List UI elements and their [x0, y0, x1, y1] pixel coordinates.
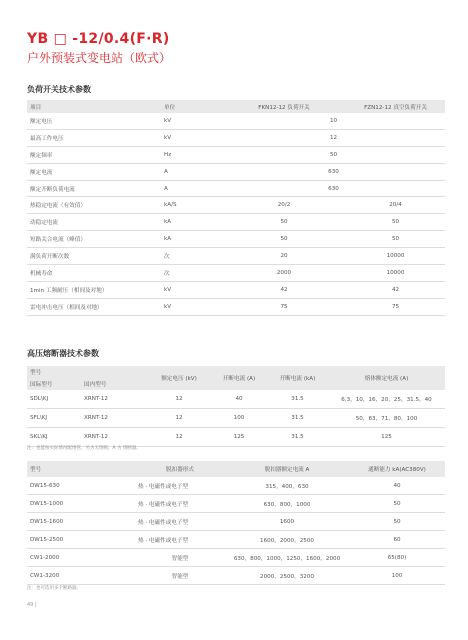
- cell: 630: [222, 180, 445, 197]
- table-row: [27, 495, 445, 513]
- table-row: [27, 549, 445, 567]
- table-row: [27, 197, 445, 214]
- cell: 50: [349, 495, 445, 513]
- table-header-row: [27, 100, 445, 113]
- breaker-note: 注：也可选用多个断路器。: [27, 586, 81, 591]
- load-switch-table: [27, 100, 445, 316]
- column-header: 型号: [27, 366, 147, 378]
- cell: 1600，2000，2500: [225, 531, 349, 549]
- cell: 满负荷开断次数: [27, 248, 161, 265]
- breaker-table: [27, 461, 445, 585]
- cell: 50: [222, 231, 346, 248]
- cell: 额定电流: [27, 163, 161, 180]
- cell: 40: [211, 390, 267, 409]
- cell: 630: [222, 163, 445, 180]
- fuse-note: 注：也能按实际情况配熔管，另为无熔断，A 为 熔断器。: [27, 446, 141, 451]
- table-row: [27, 248, 445, 265]
- table-row: [27, 531, 445, 549]
- cell: 100: [349, 567, 445, 585]
- cell: 65(80): [349, 549, 445, 567]
- table-row: [27, 513, 445, 531]
- cell: 50: [346, 214, 445, 231]
- column-header: 型号: [27, 461, 135, 477]
- table-row: [27, 390, 445, 409]
- cell: 31.5: [267, 409, 328, 428]
- table-row: [27, 428, 445, 447]
- cell: 额定开断负荷电流: [27, 180, 161, 197]
- cell: 10000: [346, 265, 445, 282]
- cell: kA: [161, 231, 222, 248]
- table-row: [27, 298, 445, 315]
- cell: 次: [161, 248, 222, 265]
- cell: DW15-2500: [27, 531, 135, 549]
- page-number: 49 |: [27, 602, 37, 608]
- table-row: [27, 231, 445, 248]
- table-row: [27, 214, 445, 231]
- cell: kV: [161, 281, 222, 298]
- cell: SKL\KJ: [27, 428, 81, 447]
- cell: 50: [222, 214, 346, 231]
- cell: 12: [147, 409, 211, 428]
- section-title-fuse: 高压熔断器技术参数: [27, 349, 99, 358]
- cell: 20/4: [346, 197, 445, 214]
- cell: XRNT-12: [81, 428, 147, 447]
- table-row: [27, 180, 445, 197]
- cell: 50: [222, 146, 445, 163]
- cell: 次: [161, 265, 222, 282]
- section-title-load-switch: 负荷开关技术参数: [27, 85, 91, 94]
- column-header: 单位: [161, 100, 222, 113]
- cell: XRNT-12: [81, 409, 147, 428]
- table-row: [27, 163, 445, 180]
- cell: 50: [349, 513, 445, 531]
- cell: 50，63，71，80，100: [328, 409, 445, 428]
- cell: 31.5: [267, 390, 328, 409]
- cell: 2000，2500，3200: [225, 567, 349, 585]
- cell: 42: [222, 281, 346, 298]
- column-header: 国际型号: [27, 378, 81, 390]
- cell: 630，800，1000: [225, 495, 349, 513]
- cell: 热稳定电流（有效值）: [27, 197, 161, 214]
- cell: 最高工作电压: [27, 129, 161, 146]
- cell: 125: [211, 428, 267, 447]
- cell: CW1-3200: [27, 567, 135, 585]
- cell: SDL\KJ: [27, 390, 81, 409]
- cell: 10: [222, 113, 445, 129]
- cell: 额定电压: [27, 113, 161, 129]
- column-header: 国内型号: [81, 378, 147, 390]
- cell: 75: [346, 298, 445, 315]
- cell: 10000: [346, 248, 445, 265]
- column-header: 额定电压 (kV): [147, 366, 211, 390]
- cell: 20: [222, 248, 346, 265]
- cell: 热 · 电磁性或电子型: [135, 477, 225, 495]
- cell: 智能型: [135, 549, 225, 567]
- table-header-row: [27, 366, 445, 378]
- cell: 机械寿命: [27, 265, 161, 282]
- cell: 42: [346, 281, 445, 298]
- cell: CW1-2000: [27, 549, 135, 567]
- cell: kV: [161, 298, 222, 315]
- table-row: [27, 113, 445, 129]
- cell: 智能型: [135, 567, 225, 585]
- cell: 雷电冲击电压（相间及对地）: [27, 298, 161, 315]
- cell: XRNT-12: [81, 390, 147, 409]
- column-header: 通断能力 kA(AC380V): [349, 461, 445, 477]
- cell: 60: [349, 531, 445, 549]
- table-row: [27, 281, 445, 298]
- column-header: 开断电流 (A): [211, 366, 267, 390]
- cell: 2000: [222, 265, 346, 282]
- cell: kA: [161, 214, 222, 231]
- column-header: 开断电流 (kA): [267, 366, 328, 390]
- cell: kV: [161, 129, 222, 146]
- column-header: 项目: [27, 100, 161, 113]
- cell: DW15-1600: [27, 513, 135, 531]
- cell: A: [161, 163, 222, 180]
- cell: 1min 工频耐压（相间及对地）: [27, 281, 161, 298]
- page-title: YB □ -12/0.4(F·R): [27, 31, 170, 47]
- cell: SFL\KJ: [27, 409, 81, 428]
- cell: kV: [161, 113, 222, 129]
- cell: 315，400，630: [225, 477, 349, 495]
- cell: 1600: [225, 513, 349, 531]
- column-header: 脱扣器形式: [135, 461, 225, 477]
- cell: 75: [222, 298, 346, 315]
- cell: 额定频率: [27, 146, 161, 163]
- cell: 50: [346, 231, 445, 248]
- cell: Hz: [161, 146, 222, 163]
- column-header: 熔体额定电流 (A): [328, 366, 445, 390]
- cell: A: [161, 180, 222, 197]
- cell: 630，800，1000，1250，1600，2000: [225, 549, 349, 567]
- table-header-row: [27, 461, 445, 477]
- table-row: [27, 265, 445, 282]
- cell: 125: [328, 428, 445, 447]
- cell: 6.3，10，16，20，25，31.5，40: [328, 390, 445, 409]
- table-row: [27, 129, 445, 146]
- fuse-table: [27, 366, 445, 447]
- cell: 20/2: [222, 197, 346, 214]
- cell: 热 · 电磁性或电子型: [135, 531, 225, 549]
- cell: 动稳定电流: [27, 214, 161, 231]
- table-row: [27, 409, 445, 428]
- cell: 100: [211, 409, 267, 428]
- cell: kA/S: [161, 197, 222, 214]
- page-subtitle: 户外预装式变电站（欧式）: [27, 51, 172, 65]
- table-row: [27, 146, 445, 163]
- cell: DW15-1000: [27, 495, 135, 513]
- cell: 31.5: [267, 428, 328, 447]
- column-header: FKN12-12 负荷开关: [222, 100, 346, 113]
- cell: 40: [349, 477, 445, 495]
- table-row: [27, 477, 445, 495]
- cell: 12: [222, 129, 445, 146]
- column-header: 脱扣器额定电流 A: [225, 461, 349, 477]
- table-row: [27, 567, 445, 585]
- cell: 12: [147, 390, 211, 409]
- cell: 短路关合电流（峰值）: [27, 231, 161, 248]
- cell: 热 · 电磁性或电子型: [135, 513, 225, 531]
- cell: 热 · 电磁性或电子型: [135, 495, 225, 513]
- column-header: FZN12-12 真空负荷开关: [346, 100, 445, 113]
- cell: 12: [147, 428, 211, 447]
- cell: DW15-630: [27, 477, 135, 495]
